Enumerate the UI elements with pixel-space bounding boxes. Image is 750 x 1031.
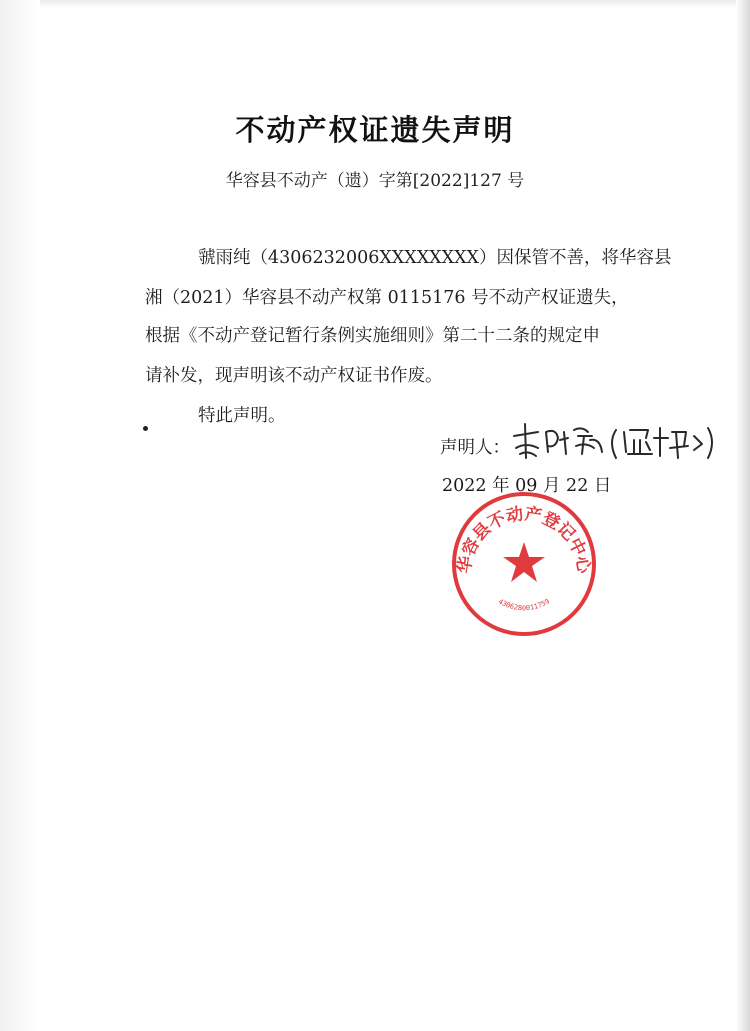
scan-speck <box>143 426 148 431</box>
official-seal <box>450 490 598 638</box>
scan-edge-right <box>736 0 750 1031</box>
closing-line: 特此声明。 <box>198 406 286 426</box>
document-title: 不动产权证遗失声明 <box>235 113 515 147</box>
declarant-label: 声明人： <box>440 438 510 458</box>
body-line-1: 虢雨纯（4306232006XXXXXXXX）因保管不善，将华容县 <box>198 248 672 268</box>
seal-org-name: 华容县不动产登记中心 <box>454 504 594 575</box>
scan-edge-top <box>0 0 750 8</box>
star-icon <box>503 542 545 582</box>
document-number: 华容县不动产（遗）字第[2022]127 号 <box>225 171 525 191</box>
body-line-2: 湘（2021）华容县不动产权第 0115176 号不动产权证遗失， <box>145 288 629 308</box>
scan-edge-left <box>0 0 40 1031</box>
declaration-date: 2022 年 09 月 22 日 <box>442 476 612 496</box>
body-line-4: 请补发，现声明该不动产权证书作废。 <box>145 366 443 386</box>
seal-code: 4306280011759 <box>496 597 552 613</box>
handwritten-signature <box>508 418 718 462</box>
body-line-3: 根据《不动产登记暂行条例实施细则》第二十二条的规定申 <box>145 326 600 346</box>
